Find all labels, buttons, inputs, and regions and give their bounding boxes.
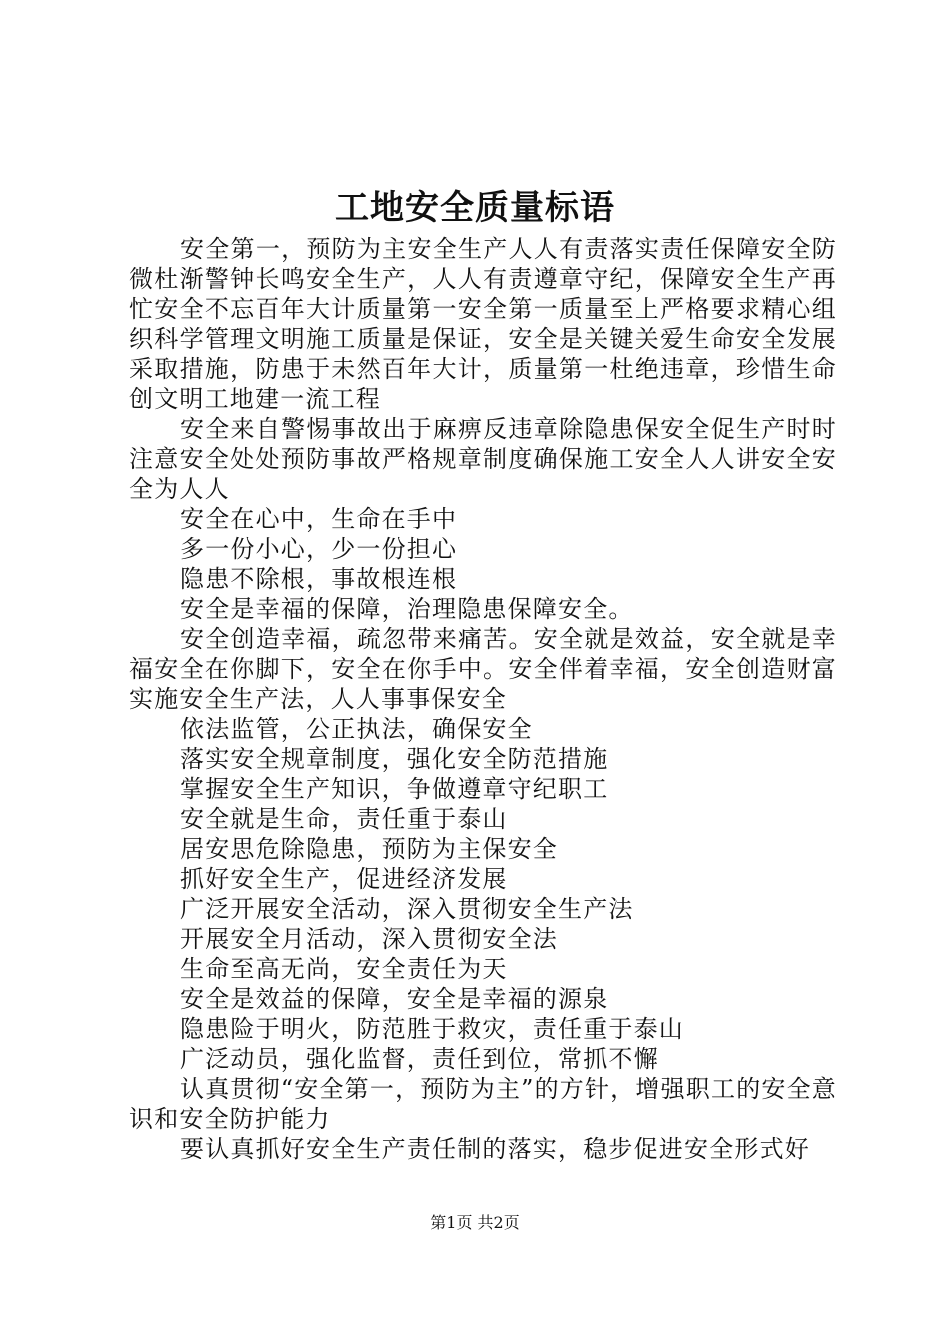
paragraph: 安全是幸福的保障，治理隐患保障安全。 xyxy=(180,595,634,623)
paragraph: 生命至高无尚，安全责任为天 xyxy=(180,955,508,983)
paragraph: 安全第一，预防为主安全生产人人有责落实责任保障安全防微杜渐警钟长鸣安全生产，人人有责遵章守纪，保障安全生产再忙安全不忘百年大计质量第一安全第一质量至上严格要求精心组织科学管理文明施工质量是保证，安全是关键关爱生命安全发展采取措施，防患于未然百年大计，质量第一杜绝违章，珍惜生命创文明工地建一流工程 xyxy=(129,235,837,413)
paragraph: 广泛动员，强化监督，责任到位，常抓不懈 xyxy=(180,1045,659,1073)
paragraph: 认真贯彻“安全第一，预防为主”的方针，增强职工的安全意识和安全防护能力 xyxy=(129,1075,837,1133)
paragraph: 安全是效益的保障，安全是幸福的源泉 xyxy=(180,985,609,1013)
paragraph: 居安思危除隐患，预防为主保安全 xyxy=(180,835,558,863)
paragraph: 安全创造幸福，疏忽带来痛苦。安全就是效益，安全就是幸福安全在你脚下，安全在你手中。安全伴着幸福，安全创造财富实施安全生产法，人人事事保安全 xyxy=(129,625,837,713)
paragraph: 要认真抓好安全生产责任制的落实，稳步促进安全形式好 xyxy=(180,1135,810,1163)
paragraph: 安全在心中，生命在手中 xyxy=(180,505,458,533)
document-title: 工地安全质量标语 xyxy=(335,188,615,228)
paragraph: 隐患险于明火，防范胜于救灾，责任重于泰山 xyxy=(180,1015,684,1043)
paragraph: 掌握安全生产知识，争做遵章守纪职工 xyxy=(180,775,609,803)
paragraph: 落实安全规章制度，强化安全防范措施 xyxy=(180,745,609,773)
page-footer: 第1页 共2页 xyxy=(430,1213,520,1232)
paragraph: 安全就是生命，责任重于泰山 xyxy=(180,805,508,833)
paragraph: 隐患不除根，事故根连根 xyxy=(180,565,458,593)
paragraph: 抓好安全生产，促进经济发展 xyxy=(180,865,508,893)
document-body xyxy=(129,234,837,1164)
paragraph: 广泛开展安全活动，深入贯彻安全生产法 xyxy=(180,895,634,923)
paragraph: 多一份小心，少一份担心 xyxy=(180,535,458,563)
paragraph: 开展安全月活动，深入贯彻安全法 xyxy=(180,925,558,953)
paragraph: 依法监管，公正执法，确保安全 xyxy=(180,715,533,743)
paragraph: 安全来自警惕事故出于麻痹反违章除隐患保安全促生产时时注意安全处处预防事故严格规章制度确保施工安全人人讲安全安全为人人 xyxy=(129,415,837,503)
